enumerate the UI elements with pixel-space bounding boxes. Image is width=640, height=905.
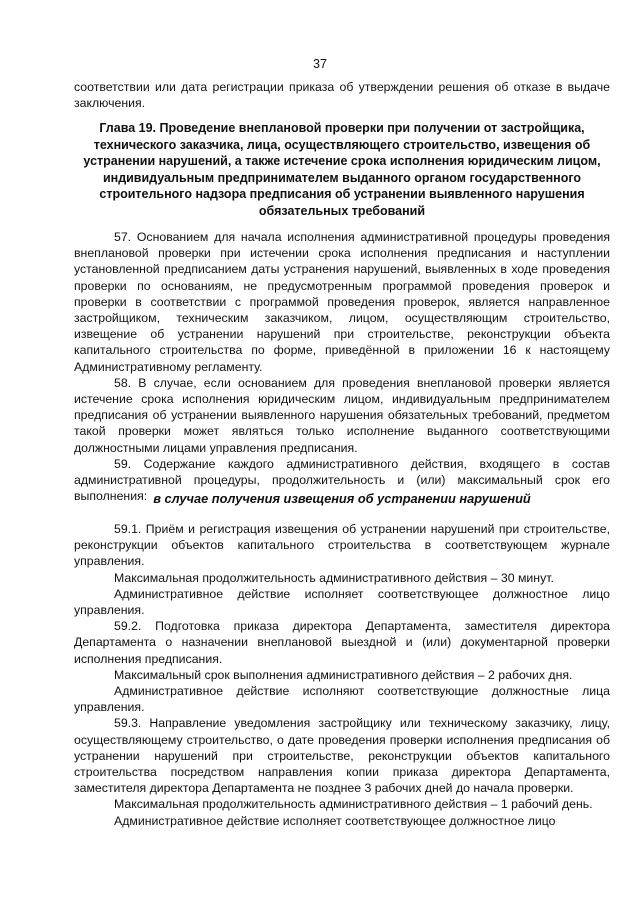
subheading: в случае получения извещения об устранении нарушений bbox=[153, 491, 531, 506]
intro-text: соответствии или дата регистрации приказа об утверждении решения об отказе в выдаче заключения. bbox=[74, 80, 610, 111]
section-a bbox=[74, 229, 610, 504]
duration-59-3: Максимальная продолжительность административного действия – 1 рабочий день. bbox=[114, 797, 593, 812]
section-b bbox=[74, 521, 610, 829]
executor-59-2: Административное действие исполняют соответствующие должностные лица управления. bbox=[74, 684, 610, 715]
paragraph-59-2: 59.2. Подготовка приказа директора Департамента, заместителя директора Департамента о назначении внеплановой выездной и (или) документарной проверки исполнения предписания. bbox=[74, 619, 610, 666]
intro-paragraph bbox=[74, 79, 610, 111]
paragraph-59: 59. Содержание каждого административного действия, входящего в состав административной процедуры, продолжительность и (или) максимальный срок его выполнения: bbox=[74, 456, 610, 504]
chapter-title: Глава 19. Проведение внеплановой проверки при получении от застройщика, технического заказчика, лица, осуществляющего строительство, извещения об устранении нарушений, а также истечение срока исполнения юридическим лицом, индивидуальным предпринимателем выданного органом государственного строительного надзора предписания об устранении выявленного нарушения обязательных требований bbox=[83, 121, 601, 218]
paragraph-59-1: 59.1. Приём и регистрация извещения об устранении нарушений при строительстве, реконструкции объектов капитального строительства в соответствующем журнале управления. bbox=[74, 522, 610, 569]
paragraph-59-3: 59.3. Направление уведомления застройщику или техническому заказчику, лицу, осуществляющему строительство, о дате проведения проверки исполнения предписания об устранении нарушений при строительстве, реконструкции объектов капитального строительства посредством направления копии приказа директора Департамента, заместителя директора Департамента не позднее 3 рабочих дней до начала проверки. bbox=[74, 716, 610, 796]
paragraph-58: 58. В случае, если основанием для проведения внеплановой проверки является истечение срока исполнения юридическим лицом, индивидуальным предпринимателем предписания об устранении выявленного нарушения обязательных требований, предметом такой проверки может являться только исполнение выданного соответствующими должностными лицами управления предписания. bbox=[74, 375, 610, 455]
duration-59-1: Максимальная продолжительность административного действия – 30 минут. bbox=[114, 570, 554, 585]
executor-59-3: Административное действие исполняет соответствующее должностное лицо bbox=[114, 813, 556, 828]
paragraph-57: 57. Основанием для начала исполнения административной процедуры проведения внеплановой проверки при истечении срока исполнения предписания и наступлении установленной предписанием даты устранения нарушений, выявленных в ходе проведения проверки по основаниям, не предусмотренным программой проведения проверок и проверки в соответствии с программой проведения проверок, является направленное застройщиком, техническим заказчиком, лицом, осуществляющим строительство, извещение об устранении нарушений при строительстве, реконструкции объекта капитального строительства по форме, приведённой в приложении 16 к настоящему Административному регламенту. bbox=[74, 230, 610, 374]
executor-59-1: Административное действие исполняет соответствующее должностное лицо управления. bbox=[74, 586, 610, 618]
page-number: 37 bbox=[313, 57, 327, 71]
duration-59-2: Максимальный срок выполнения административного действия – 2 рабочих дня. bbox=[114, 667, 573, 682]
